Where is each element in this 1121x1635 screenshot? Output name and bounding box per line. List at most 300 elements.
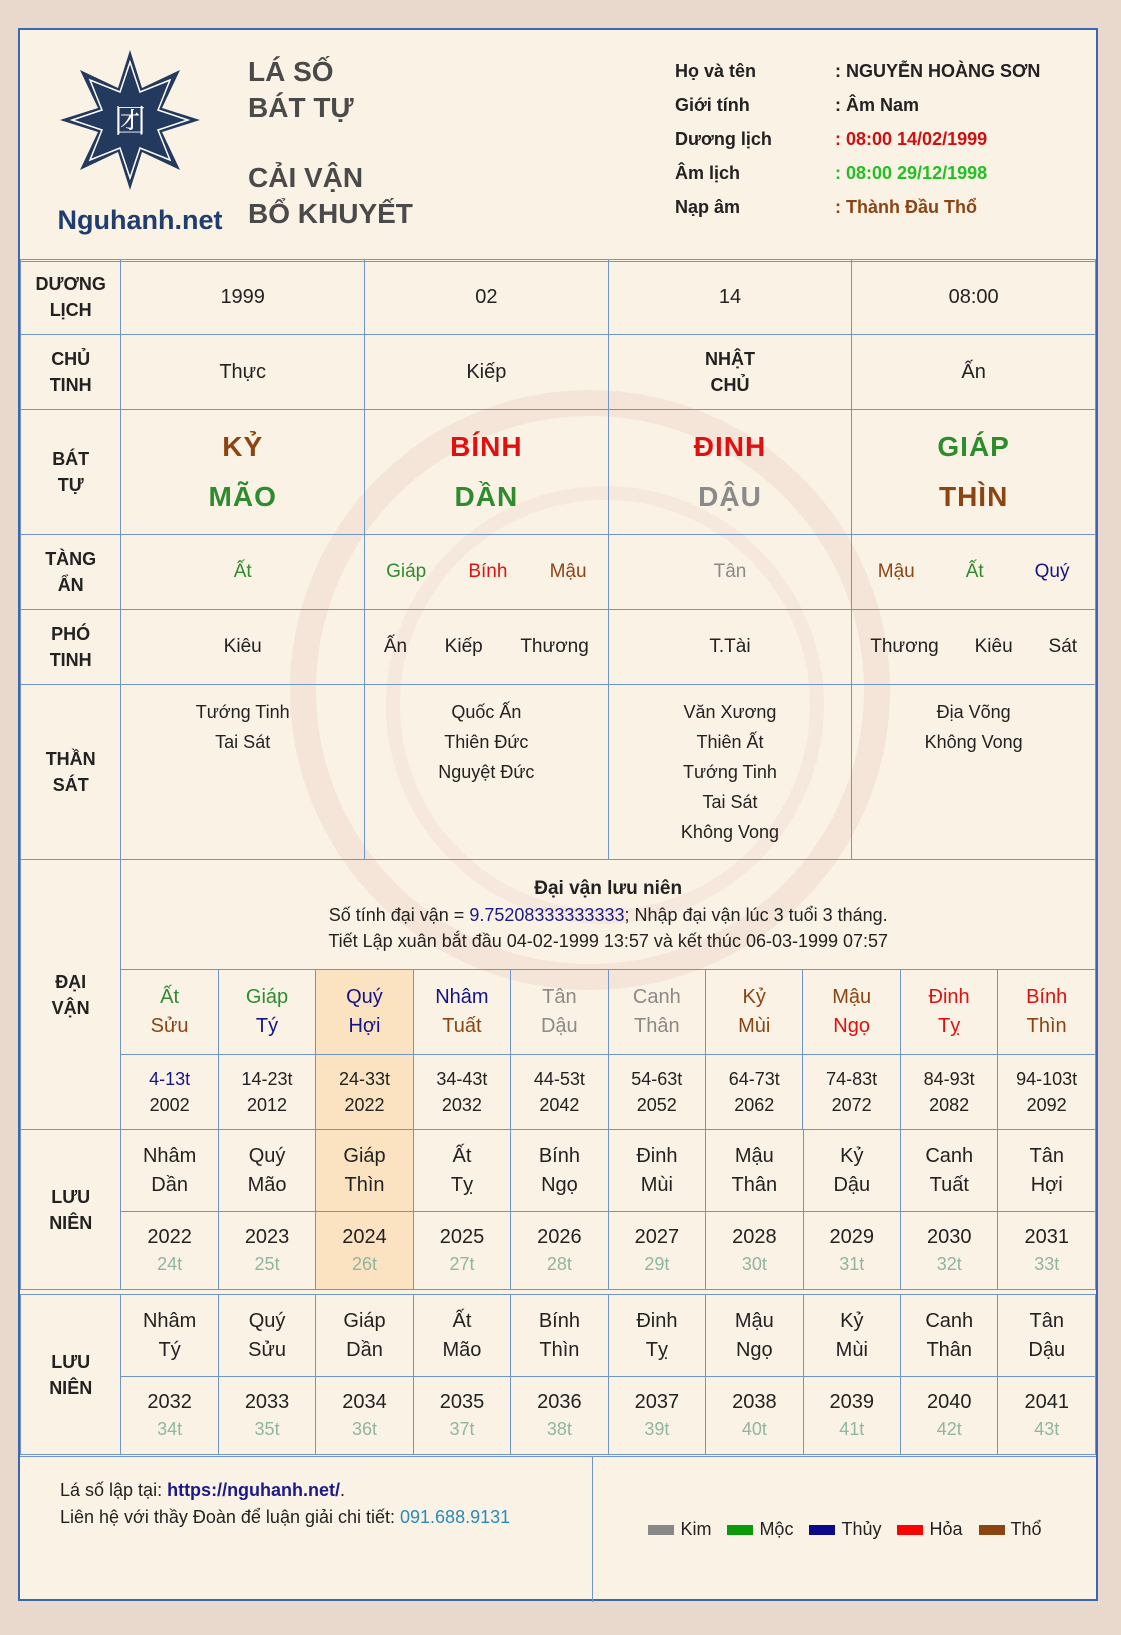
tang-an-list xyxy=(609,561,852,583)
legend-item xyxy=(897,1519,962,1540)
bat-tu-pillar xyxy=(365,410,609,535)
age: 37t xyxy=(449,1418,475,1439)
duong-lich-value: 14 xyxy=(608,260,852,335)
luu-nien-chi: Hợi xyxy=(1030,1173,1063,1196)
age: 25t xyxy=(254,1253,280,1274)
luu-nien-can: Đinh xyxy=(636,1144,678,1167)
age: 41t xyxy=(839,1418,865,1439)
info-row xyxy=(675,88,1095,122)
tang-an-list xyxy=(365,561,608,583)
tang-an-list xyxy=(852,561,1095,583)
dai-van-can: Ất xyxy=(160,986,180,1008)
age-range: 84-93t xyxy=(923,1069,975,1089)
luu-nien-pillar xyxy=(998,1295,1096,1377)
dai-van-range xyxy=(413,1055,510,1130)
luu-nien-chi: Dần xyxy=(151,1173,188,1196)
title-line-3: CẢI VẬN xyxy=(248,162,364,193)
luu-nien-pillar xyxy=(121,1295,218,1377)
than-sat-value: Tướng Tinh xyxy=(683,762,777,782)
luu-nien-pillar xyxy=(901,1295,998,1377)
age: 40t xyxy=(741,1418,767,1439)
legend-label: Mộc xyxy=(759,1519,794,1539)
luu-nien-pillar xyxy=(511,1295,608,1377)
row-label-luu-nien: LƯU NIÊN xyxy=(21,1295,121,1455)
luu-nien-year xyxy=(218,1377,315,1455)
year: 2032 xyxy=(147,1390,192,1413)
luu-nien-can: Nhâm xyxy=(142,1309,197,1332)
legend-swatch xyxy=(648,1525,674,1535)
luu-nien-chi: Tỵ xyxy=(450,1173,474,1196)
info-label: Họ và tên xyxy=(675,60,757,81)
luu-nien-year xyxy=(998,1212,1096,1290)
chu-tinh-value: Thực xyxy=(121,335,365,410)
dai-van-range xyxy=(316,1055,413,1130)
dai-van-chi: Hợi xyxy=(348,1015,381,1037)
luu-nien-pillar xyxy=(218,1295,315,1377)
element-legend xyxy=(592,1457,1097,1602)
age-range: 14-23t xyxy=(241,1069,293,1089)
age: 26t xyxy=(352,1253,378,1274)
tang-an-cell xyxy=(608,535,852,610)
row-label-bat-tu: BÁT TỰ xyxy=(21,410,121,535)
age-range: 44-53t xyxy=(533,1069,585,1089)
age: 39t xyxy=(644,1418,670,1439)
luu-nien-can: Kỷ xyxy=(840,1144,864,1167)
row-label-dai-van: ĐẠI VẬN xyxy=(21,860,121,1130)
age: 38t xyxy=(546,1418,572,1439)
dai-van-pillar xyxy=(121,970,218,1055)
luu-nien-pillar xyxy=(218,1130,315,1212)
luu-nien-table-1 xyxy=(20,1129,1096,1290)
legend-swatch xyxy=(809,1525,835,1535)
luu-nien-year xyxy=(413,1377,510,1455)
dai-van-number: 9.75208333333333 xyxy=(469,904,625,925)
luu-nien-can: Giáp xyxy=(343,1144,386,1167)
year: 2022 xyxy=(147,1225,192,1248)
star-logo-icon xyxy=(60,50,200,190)
dai-van-heading: Đại vận lưu niên xyxy=(534,877,683,899)
chu-tinh-value: Kiếp xyxy=(365,335,609,410)
luu-nien-chi: Dần xyxy=(346,1338,383,1361)
chu-tinh-value: Ấn xyxy=(852,335,1096,410)
dai-van-chi: Ngọ xyxy=(833,1015,870,1037)
than-sat-cell xyxy=(365,685,609,860)
info-row xyxy=(675,156,1095,190)
luu-nien-year xyxy=(608,1377,705,1455)
luu-nien-chi: Tuất xyxy=(929,1173,969,1196)
dai-van-can: Giáp xyxy=(245,986,289,1008)
luu-nien-year xyxy=(608,1212,705,1290)
age-range: 54-63t xyxy=(631,1069,683,1089)
dai-van-table xyxy=(20,859,1096,1130)
age: 34t xyxy=(157,1418,183,1439)
start-year: 2082 xyxy=(929,1095,970,1115)
than-sat-value: Tai Sát xyxy=(215,732,271,752)
luu-nien-chi: Thìn xyxy=(344,1173,385,1196)
year: 2023 xyxy=(244,1225,290,1248)
year: 2029 xyxy=(829,1225,875,1248)
dai-van-range xyxy=(803,1055,900,1130)
start-year: 2062 xyxy=(734,1095,775,1115)
legend-item xyxy=(727,1519,793,1540)
luu-nien-can: Giáp xyxy=(343,1309,386,1332)
luu-nien-chi: Mão xyxy=(247,1173,287,1196)
luu-nien-year xyxy=(413,1212,510,1290)
hidden-stem: Quý xyxy=(1034,561,1070,582)
year: 2036 xyxy=(537,1390,582,1413)
dai-van-range xyxy=(511,1055,608,1130)
start-year: 2072 xyxy=(831,1095,872,1115)
than-sat-value: Tướng Tinh xyxy=(195,702,290,722)
brand-name: Nguhanh.net xyxy=(57,205,223,235)
luu-nien-chi: Dậu xyxy=(833,1173,871,1196)
luu-nien-pillar xyxy=(316,1130,413,1212)
dai-van-can: Bính xyxy=(1026,986,1068,1008)
dai-van-can: Canh xyxy=(632,986,681,1008)
year: 2041 xyxy=(1024,1390,1069,1413)
luu-nien-year xyxy=(803,1212,900,1290)
luu-nien-pillar xyxy=(901,1130,998,1212)
year: 2031 xyxy=(1024,1225,1069,1248)
than-sat-value: Văn Xương xyxy=(683,702,777,722)
year: 2038 xyxy=(732,1390,777,1413)
age-range: 24-33t xyxy=(338,1069,390,1089)
legend-item xyxy=(979,1519,1042,1540)
start-year: 2092 xyxy=(1026,1095,1067,1115)
legend-swatch xyxy=(897,1525,923,1535)
phone-link[interactable]: 091.688.9131 xyxy=(400,1507,511,1527)
age: 27t xyxy=(449,1253,475,1274)
age-range: 94-103t xyxy=(1016,1069,1078,1089)
info-value: : 08:00 14/02/1999 xyxy=(835,128,988,149)
age: 24t xyxy=(157,1253,183,1274)
pho-tinh-cell xyxy=(608,610,852,685)
luu-nien-year xyxy=(901,1212,998,1290)
footer-notes xyxy=(60,1477,510,1531)
luu-nien-can: Kỷ xyxy=(840,1309,864,1332)
hidden-stem: Mậu xyxy=(549,561,587,582)
dai-van-chi: Mùi xyxy=(738,1015,771,1037)
info-row xyxy=(675,54,1095,88)
pho-tinh-value: Kiếp xyxy=(444,636,483,657)
luu-nien-pillar xyxy=(998,1130,1096,1212)
year: 2035 xyxy=(439,1390,485,1413)
dai-van-pillar xyxy=(803,970,900,1055)
than-sat-value: Tai Sát xyxy=(702,792,758,812)
dai-van-can: Mậu xyxy=(832,986,872,1008)
than-sat-value: Không Vong xyxy=(680,822,780,842)
year: 2039 xyxy=(829,1390,875,1413)
dai-van-chi: Thân xyxy=(633,1015,680,1037)
luu-nien-year xyxy=(316,1212,413,1290)
row-label-than-sat: THẦN SÁT xyxy=(21,685,121,860)
pho-tinh-value: Kiêu xyxy=(223,636,262,657)
luu-nien-year xyxy=(121,1212,218,1290)
luu-nien-chi: Tý xyxy=(158,1338,181,1361)
dai-van-range xyxy=(121,1055,218,1130)
pho-tinh-cell xyxy=(852,610,1096,685)
luu-nien-chi: Thân xyxy=(926,1338,973,1361)
age: 30t xyxy=(741,1253,767,1274)
than-sat-value: Nguyệt Đức xyxy=(438,762,535,782)
age: 42t xyxy=(936,1418,962,1439)
footer-contact-label: Liên hệ với thầy Đoàn để luận giải chi tiết: xyxy=(60,1507,401,1527)
year: 2026 xyxy=(537,1225,582,1248)
legend-swatch xyxy=(979,1525,1005,1535)
dai-van-chi: Tỵ xyxy=(937,1015,961,1037)
dai-van-can: Tân xyxy=(542,986,577,1008)
dai-van-range xyxy=(218,1055,315,1130)
luu-nien-can: Bính xyxy=(538,1309,580,1332)
luu-nien-pillar xyxy=(413,1295,510,1377)
dia-chi: MÃO xyxy=(208,481,277,512)
luu-nien-chi: Thìn xyxy=(539,1338,580,1361)
luu-nien-chi: Tỵ xyxy=(645,1338,668,1361)
start-year: 2012 xyxy=(247,1095,288,1115)
legend-label: Thủy xyxy=(841,1519,882,1539)
dai-van-can: Đinh xyxy=(928,986,970,1008)
dai-van-range xyxy=(608,1055,705,1130)
luu-nien-chi: Thân xyxy=(731,1173,778,1196)
age: 36t xyxy=(352,1418,378,1439)
pho-tinh-value: Thương xyxy=(870,636,939,657)
start-year: 2002 xyxy=(149,1095,190,1115)
info-label: Âm lịch xyxy=(675,162,741,183)
pho-tinh-value: T.Tài xyxy=(709,636,751,657)
pho-tinh-value: Kiêu xyxy=(974,636,1013,657)
pho-tinh-list xyxy=(609,636,852,658)
luu-nien-pillar xyxy=(608,1130,705,1212)
thien-can: KỶ xyxy=(222,431,264,462)
start-year: 2042 xyxy=(539,1095,580,1115)
legend-label: Hỏa xyxy=(929,1519,963,1539)
info-label: Dương lịch xyxy=(675,128,772,149)
dai-van-pillar xyxy=(316,970,413,1055)
pho-tinh-list xyxy=(365,636,608,658)
age-range: 4-13t xyxy=(149,1069,191,1089)
tang-an-list xyxy=(121,561,364,583)
than-sat-cell xyxy=(121,685,365,860)
dai-van-range xyxy=(706,1055,803,1130)
info-value: : Âm Nam xyxy=(835,94,920,115)
dai-van-chi: Tý xyxy=(255,1015,279,1037)
row-label-tang-an: TÀNG ẨN xyxy=(21,535,121,610)
dai-van-chi: Dậu xyxy=(540,1015,578,1037)
luu-nien-year xyxy=(998,1377,1096,1455)
tang-an-cell xyxy=(121,535,365,610)
pho-tinh-list xyxy=(852,636,1095,658)
footer xyxy=(20,1454,1096,1602)
hidden-stem: Ất xyxy=(965,561,984,582)
luu-nien-year xyxy=(121,1377,218,1455)
footer-site-suffix: . xyxy=(340,1480,346,1500)
row-label-duong-lich: DƯƠNG LỊCH xyxy=(21,260,121,335)
age-range: 74-83t xyxy=(826,1069,878,1089)
info-value: : NGUYỄN HOÀNG SƠN xyxy=(835,60,1041,81)
start-year: 2022 xyxy=(344,1095,385,1115)
dia-chi: DẦN xyxy=(454,481,519,512)
luu-nien-chi: Mùi xyxy=(835,1338,868,1361)
luu-nien-can: Ất xyxy=(452,1309,472,1332)
personal-info xyxy=(675,54,1095,224)
age-range: 34-43t xyxy=(436,1069,488,1089)
bat-tu-pillar xyxy=(852,410,1096,535)
luu-nien-table-2 xyxy=(20,1294,1096,1455)
than-sat-cell xyxy=(608,685,852,860)
dai-van-range xyxy=(998,1055,1096,1130)
luu-nien-can: Quý xyxy=(248,1309,286,1332)
dia-chi: THÌN xyxy=(938,481,1009,512)
luu-nien-can: Canh xyxy=(925,1309,974,1332)
title-line-4: BỔ KHUYẾT xyxy=(248,198,413,229)
duong-lich-value: 02 xyxy=(365,260,609,335)
luu-nien-pillar xyxy=(803,1130,900,1212)
site-link[interactable]: https://nguhanh.net/ xyxy=(167,1480,341,1500)
dai-van-chi: Tuất xyxy=(442,1015,482,1037)
year: 2037 xyxy=(634,1390,680,1413)
row-label-chu-tinh: CHỦ TINH xyxy=(21,335,121,410)
thien-can: GIÁP xyxy=(937,431,1010,462)
dai-van-pillar xyxy=(511,970,608,1055)
luu-nien-can: Bính xyxy=(538,1144,580,1167)
luu-nien-can: Ất xyxy=(452,1144,472,1167)
age: 32t xyxy=(936,1253,962,1274)
luu-nien-can: Nhâm xyxy=(142,1144,197,1167)
hidden-stem: Tân xyxy=(713,561,747,582)
year: 2034 xyxy=(342,1390,387,1413)
legend-item xyxy=(648,1519,711,1540)
luu-nien-chi: Mão xyxy=(442,1338,482,1361)
dai-van-pillar xyxy=(218,970,315,1055)
info-value: : 08:00 29/12/1998 xyxy=(835,162,988,183)
year: 2028 xyxy=(732,1225,777,1248)
luu-nien-can: Canh xyxy=(925,1144,974,1167)
hidden-stem: Bính xyxy=(468,561,508,582)
dai-van-can: Kỷ xyxy=(742,986,766,1008)
dai-van-pillar xyxy=(608,970,705,1055)
dai-van-chi: Sửu xyxy=(150,1015,189,1037)
luu-nien-pillar xyxy=(706,1130,803,1212)
luu-nien-pillar xyxy=(706,1295,803,1377)
luu-nien-can: Quý xyxy=(248,1144,286,1167)
info-label: Nạp âm xyxy=(675,196,741,217)
legend-label: Kim xyxy=(680,1519,712,1539)
pho-tinh-value: Thương xyxy=(520,636,589,657)
row-label-luu-nien: LƯU NIÊN xyxy=(21,1130,121,1290)
age: 29t xyxy=(644,1253,670,1274)
start-year: 2032 xyxy=(441,1095,482,1115)
pho-tinh-value: Ấn xyxy=(383,636,408,657)
info-row xyxy=(675,190,1095,224)
luu-nien-year xyxy=(901,1377,998,1455)
year: 2030 xyxy=(926,1225,972,1248)
luu-nien-chi: Dậu xyxy=(1028,1338,1066,1361)
luu-nien-year xyxy=(218,1212,315,1290)
dai-van-chi: Thìn xyxy=(1026,1015,1067,1037)
dai-van-line-2: Tiết Lập xuân bắt đầu 04-02-1999 13:57 và kết thúc 06-03-1999 07:57 xyxy=(328,930,889,951)
row-label-pho-tinh: PHÓ TINH xyxy=(21,610,121,685)
info-label: Giới tính xyxy=(675,94,750,115)
title-line-1: LÁ SỐ xyxy=(248,56,334,87)
pho-tinh-list xyxy=(121,636,364,658)
luu-nien-can: Mậu xyxy=(734,1309,774,1332)
luu-nien-pillar xyxy=(121,1130,218,1212)
luu-nien-chi: Ngọ xyxy=(735,1338,773,1361)
than-sat-value: Địa Võng xyxy=(936,702,1011,722)
pho-tinh-value: Sát xyxy=(1048,636,1078,657)
age: 31t xyxy=(839,1253,865,1274)
luu-nien-chi: Sửu xyxy=(248,1338,286,1361)
luu-nien-pillar xyxy=(316,1295,413,1377)
dai-van-pillar xyxy=(998,970,1096,1055)
pho-tinh-cell xyxy=(121,610,365,685)
year: 2033 xyxy=(244,1390,290,1413)
luu-nien-can: Tân xyxy=(1029,1144,1064,1167)
bat-tu-pillar xyxy=(608,410,852,535)
age: 43t xyxy=(1034,1418,1060,1439)
info-row xyxy=(675,122,1095,156)
luu-nien-pillar xyxy=(413,1130,510,1212)
than-sat-value: Thiên Đức xyxy=(444,732,529,752)
duong-lich-value: 08:00 xyxy=(852,260,1096,335)
dai-van-range xyxy=(900,1055,997,1130)
svg-text:团: 团 xyxy=(113,102,147,140)
luu-nien-pillar xyxy=(608,1295,705,1377)
bat-tu-pillar xyxy=(121,410,365,535)
age: 28t xyxy=(546,1253,572,1274)
luu-nien-can: Mậu xyxy=(734,1144,774,1167)
info-value: : Thành Đầu Thổ xyxy=(835,196,977,217)
hidden-stem: Giáp xyxy=(386,561,427,582)
tang-an-cell xyxy=(365,535,609,610)
dai-van-can: Quý xyxy=(346,986,383,1008)
year: 2024 xyxy=(342,1225,387,1248)
thien-can: BÍNH xyxy=(450,431,523,462)
year: 2040 xyxy=(926,1390,972,1413)
hidden-stem: Ất xyxy=(233,561,252,582)
start-year: 2052 xyxy=(636,1095,677,1115)
dai-van-pillar xyxy=(900,970,997,1055)
age: 33t xyxy=(1034,1253,1060,1274)
four-pillars-table xyxy=(20,259,1096,860)
than-sat-value: Thiên Ất xyxy=(696,732,764,752)
luu-nien-year xyxy=(706,1377,803,1455)
luu-nien-can: Tân xyxy=(1029,1309,1064,1332)
than-sat-value: Quốc Ấn xyxy=(451,702,522,722)
legend-label: Thổ xyxy=(1010,1519,1042,1539)
luu-nien-year xyxy=(316,1377,413,1455)
thien-can: ĐINH xyxy=(693,431,767,462)
year: 2025 xyxy=(439,1225,485,1248)
luu-nien-year xyxy=(803,1377,900,1455)
dia-chi: DẬU xyxy=(698,481,762,512)
year: 2027 xyxy=(634,1225,680,1248)
dai-van-line-1: Số tính đại vận = 9.75208333333333; Nhập đại vận lúc 3 tuổi 3 tháng. xyxy=(328,904,888,925)
nhat-chu-label: NHẬT CHỦ xyxy=(608,335,852,410)
luu-nien-year xyxy=(511,1377,608,1455)
luu-nien-pillar xyxy=(803,1295,900,1377)
dai-van-info xyxy=(121,860,1096,970)
luu-nien-chi: Ngọ xyxy=(541,1173,578,1196)
pho-tinh-cell xyxy=(365,610,609,685)
duong-lich-value: 1999 xyxy=(121,260,365,335)
legend-swatch xyxy=(727,1525,753,1535)
chart-frame xyxy=(18,28,1098,1601)
footer-site-label: Lá số lập tại: xyxy=(60,1480,168,1500)
header xyxy=(20,30,1096,262)
dai-van-pillar xyxy=(706,970,803,1055)
dai-van-can: Nhâm xyxy=(435,986,489,1008)
